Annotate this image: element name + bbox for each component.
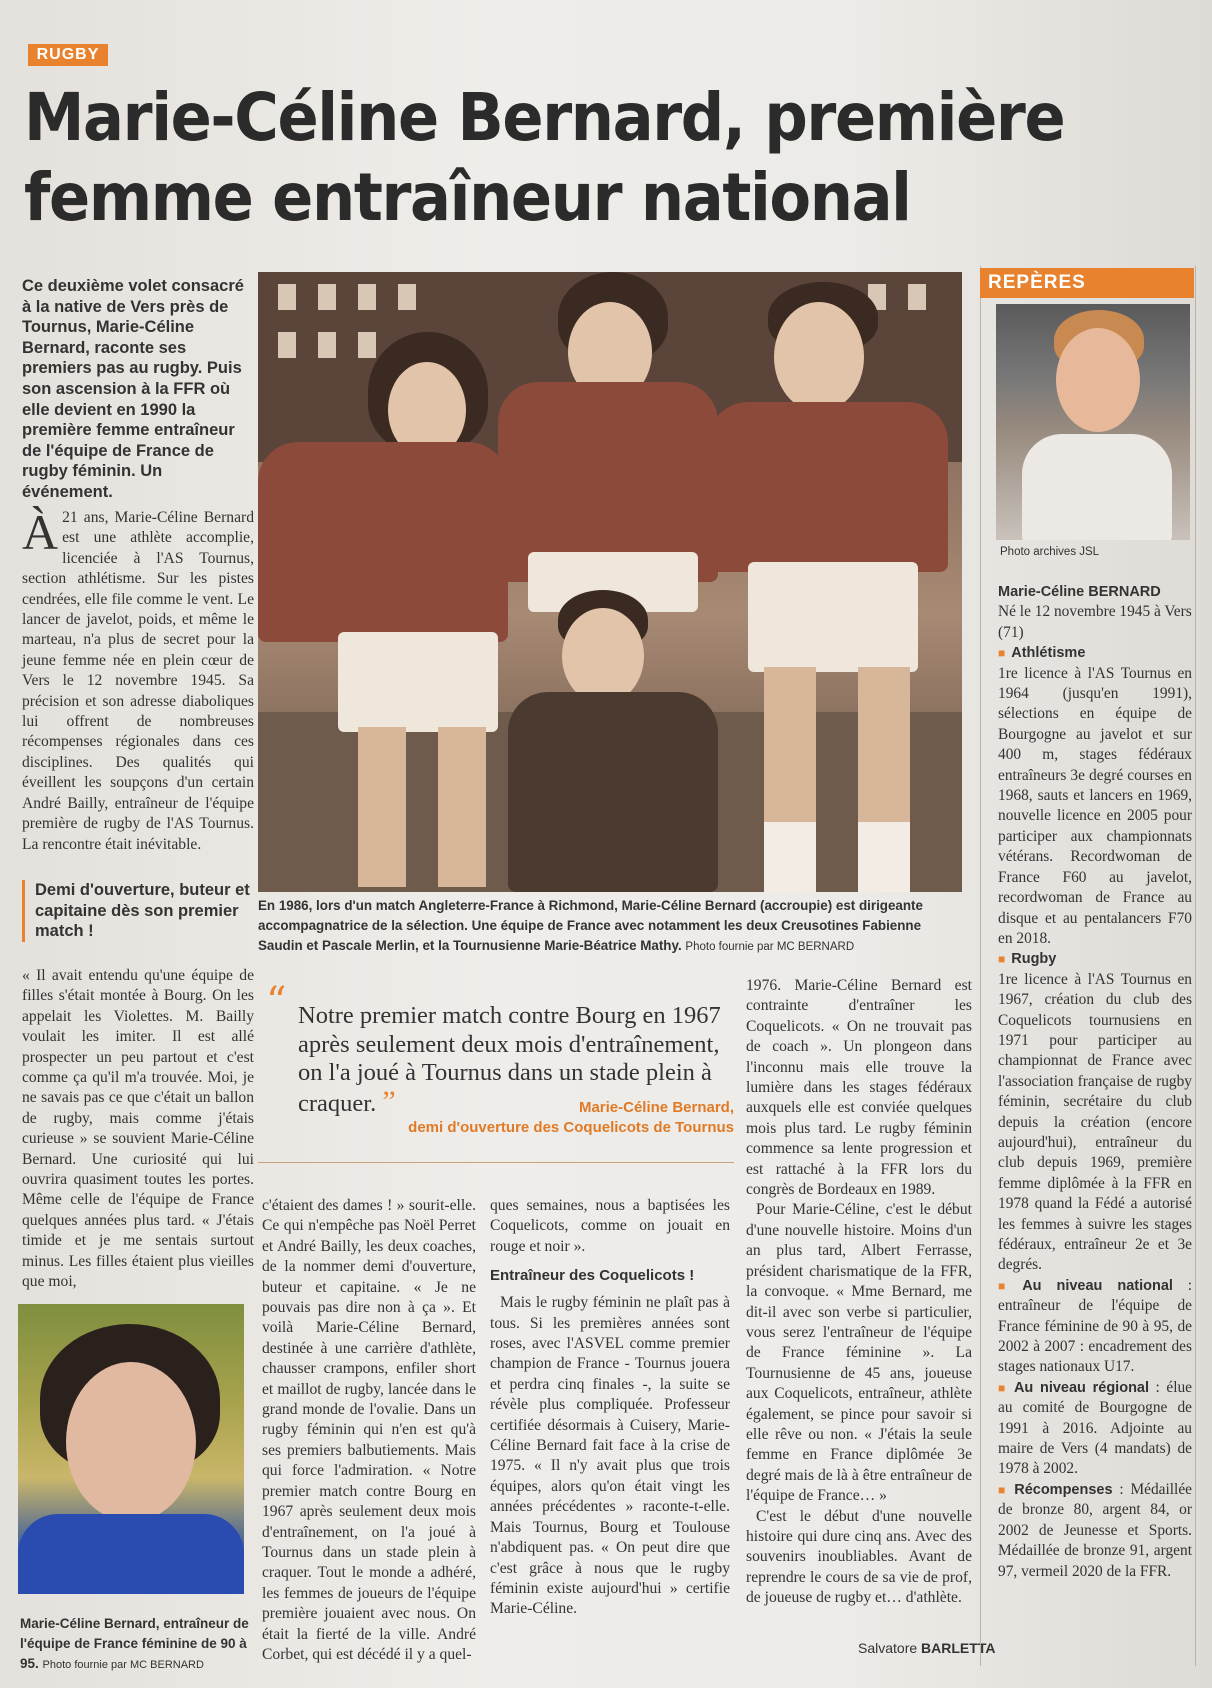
reperes-athletisme: 1re licence à l'AS Tournus en 1964 (jusqu'en 1991), sélections en équipe de Bourgogne au javelot et sur 400 m, stages fédéraux entraîneurs 3e degré courses en 1968, sauts et lancers en 1969, nouvelle licence en 2005 pour participer aux championnats vétérans. Recordwoman de France F60 au javelot, recordwoman de France au disque et au pentalancers F70 en 2018. <box>998 664 1192 947</box>
reperes-rugby-title: ■ Rugby <box>998 951 1057 968</box>
bullet-square-icon: ■ <box>998 952 1006 967</box>
article-column-3 <box>490 1196 730 1620</box>
reperes-rugby: 1re licence à l'AS Tournus en 1967, création du club des Coquelicots tournusiens en 1971 pour participer au championnat de France avec l'association française de rugby féminin, secrétaire du club depuis la création (encore aujourd'hui), entraîneur du club depuis 1969, première femme diplômée à la FFR en 1978 quand la Fédé a autorisé les femmes à suivre les stages fédéraux, entraîneur 2e et 3e degrés. <box>998 970 1192 1274</box>
quote-open-mark: “ <box>266 979 287 1025</box>
reperes-athletisme-title: ■ Athlétisme <box>998 645 1086 662</box>
headline-line-1: Marie-Céline Bernard, première <box>24 79 1065 156</box>
main-caption-credit: Photo fournie par MC BERNARD <box>685 941 855 954</box>
quote-body: Notre premier match contre Bourg en 1967 après seulement deux mois d'entraînement, on l'a joué à Tournus dans un stade plein à craquer. <box>298 1002 721 1117</box>
bullet-square-icon: ■ <box>998 1482 1009 1497</box>
portrait-caption <box>20 1614 252 1675</box>
team-photo <box>258 272 962 892</box>
bullet-square-icon: ■ <box>998 1278 1017 1293</box>
bullet-square-icon: ■ <box>998 646 1006 661</box>
reperes-regional: ■ Au niveau régional : élue au comité de Bourgogne de 1991 à 2016. Adjointe au maire de Vers (4 mandats) de 1978 à 2002. <box>998 1378 1192 1478</box>
reperes-photo <box>996 304 1190 540</box>
section-rubric: RUGBY <box>28 44 108 66</box>
column-1-text: 21 ans, Marie-Céline Bernard est une athlète accomplie, licenciée à l'AS Tournus, section athlétisme. Sur les pistes cendrées, elle file comme le vent. Le lancer de javelot, poids, et même le marteau, n'a plus de secret pour la jeune femme née en plein cœur de Vers le 12 novembre 1945. Sa précision et son adresse diaboliques lui offrent de nombreuses récompenses régionales dans ces disciplines. Des qualités qui éveillent les soupçons d'un certain André Bailly, entraîneur de l'équipe première de rugby de l'AS Tournus. La rencontre était inévitable. <box>22 509 254 853</box>
reperes-name: Marie-Céline BERNARD <box>998 584 1161 600</box>
quote-sig-name: Marie-Céline Bernard, <box>578 1099 734 1116</box>
subheading: Demi d'ouverture, buteur et capitaine dès son premier match ! <box>22 880 254 942</box>
article-column-1b: « Il avait entendu qu'une équipe de filles s'était montée à Bourg. On les appelait les Violettes. M. Bailly voulait les imiter. Il est allé prospecter un peu partout et c'est comme ça qu'il m'a trouvée. Moi, je ne savais pas ce que c'était un ballon de rugby, mais comme j'étais curieuse » se souvient Marie-Céline Bernard. Une curiosité qui lui ouvrira quasiment toutes les portes. Même celle de l'équipe de France quelques années plus tard. « J'étais timide et je me sentais surtout minus. Les filles étaient plus vieilles que moi, <box>22 967 254 1291</box>
reperes-born: Né le 12 novembre 1945 à Vers (71) <box>998 603 1192 641</box>
intro-paragraph: Ce deuxième volet consacré à la native de Vers près de Tournus, Marie-Céline Bernard, raconte ses premiers pas au rugby. Puis son ascension à la FFR où elle devient en 1990 la première femme entraîneur de l'équipe de France de rugby féminin. Un événement. <box>22 277 244 501</box>
article-column-4 <box>746 976 972 1609</box>
column-3-p1: ques semaines, nous a baptisées les Coquelicots, comme on jouait en rouge et noir ». <box>490 1197 730 1255</box>
pull-quote <box>258 979 734 1150</box>
reperes-photo-credit: Photo archives JSL <box>1000 546 1100 558</box>
quote-close-mark: ” <box>382 1084 396 1118</box>
column-3-p2: Mais le rugby féminin ne plaît pas à tous. Si les premières années sont roses, avec l'ASVEL comme premier champion de France - Tournus jouera et perdra cinq finales -, la suite se révèle plus compliquée. Professeur certifiée désormais à Cuisery, Marie-Céline Bernard fait face à la crise de 1975. « Il n'y avait plus que trois équipes, alors qu'on était vingt les années précédentes » raconte-t-elle. Mais Tournus, Bourg et Toulouse n'abdiquent pas. « On peut dire que c'est grâce à nous que le rugby féminin existe aujourd'hui » certifie Marie-Céline. <box>490 1294 730 1618</box>
portrait-photo <box>18 1304 244 1594</box>
article-column-2: c'étaient des dames ! » sourit-elle. Ce qui n'empêche pas Noël Perret et André Bailly, les deux coaches, de la nommer demi d'ouverture, buteur et capitaine. « Je ne pouvais pas dire non à ça ». Et voilà Marie-Céline Bernard, destinée à une carrière d'athlète, chausser crampons, enfiler short et maillot de rugby, lancée dans le grand monde de l'ovalie. Dans un rugby féminin qui n'en est qu'à ses premiers balbutiements. Mais qui force l'admiration. « Notre premier match contre Bourg en 1967 après seulement deux mois d'entraînement, on l'a joué à Tournus dans un stade plein à craquer. Tout le monde a adhéré, les femmes de joueurs de l'équipe première jouaient avec nous. On était la fierté de la ville. André Corbet, qui est décédé il y a quel- <box>262 1197 476 1663</box>
reperes-title: REPÈRES <box>980 268 1194 298</box>
headline-line-2: femme entraîneur national <box>24 159 911 236</box>
quote-divider <box>258 1162 734 1163</box>
headline <box>24 78 1100 238</box>
author-last-name: BARLETTA <box>921 1640 996 1656</box>
reperes-text <box>998 582 1192 1582</box>
quote-sig-role: demi d'ouverture des Coquelicots de Tournus <box>408 1119 734 1136</box>
quote-signature <box>258 1098 734 1138</box>
reperes-recompenses: ■ Récompenses : Médaillée de bronze 80, argent 84, or 2002 de Jeunesse et Sports. Médaillée de bronze 91, argent 97, vermeil 2020 de la FFR. <box>998 1480 1192 1580</box>
author-first-name: Salvatore <box>858 1640 918 1656</box>
article-column-1 <box>22 504 254 855</box>
column-4-p3: C'est le début d'une nouvelle histoire qui dure cinq ans. Avec des souvenirs inoubliables. Avant de reprendre le cours de sa vie de prof, de joueuse de rugby et… d'athlète. <box>746 1507 972 1607</box>
author-signature <box>858 1640 995 1656</box>
column-4-p1: 1976. Marie-Céline Bernard est contrainte d'entraîner les Coquelicots. « On ne trouvait pas de coach ». Un plongeon dans l'inconnu mais elle trouve la lumière dans les stages fédéraux auxquels elle est conviée quelques mois plus tard. Le rugby féminin commence sa lente progression et est rattaché à la FFR lors du congrès de Bordeaux en 1989. <box>746 977 972 1199</box>
reperes-national: ■ Au niveau national : entraîneur de l'équipe de France féminine de 90 à 95, de 2002 à 2007 : encadrement des stages nationaux U17. <box>998 1276 1193 1376</box>
bullet-square-icon: ■ <box>998 1380 1008 1395</box>
drop-cap: À <box>22 504 59 560</box>
column-3-subheading: Entraîneur des Coquelicots ! <box>490 1267 695 1285</box>
column-4-p2: Pour Marie-Céline, c'est le début d'une nouvelle histoire. Moins d'un an plus tard, Albert Ferrasse, président charismatique de la FFR, la convoque. « Mme Bernard, me dit-il avec son verbe si particulier, vous serez l'entraîneur de l'équipe de France féminine ». La Tournusienne de 45 ans, joueuse aux Coquelicots, entraîneur, athlète également, se pince pour savoir si elle rêve ou non. « J'étais la seule femme en France diplômée 3e degré mais de là à être entraîneur de l'équipe de France… » <box>746 1201 972 1505</box>
main-caption-text: En 1986, lors d'un match Angleterre-France à Richmond, Marie-Céline Bernard (accroupie) est dirigeante accompagnatrice de la sélection. Une équipe de France avec notamment les deux Creusotines Fabienne Saudin et Pascale Merlin, et la Tournusienne Marie-Béatrice Mathy. <box>258 898 923 954</box>
main-photo-caption <box>258 896 968 958</box>
portrait-caption-credit: Photo fournie par MC BERNARD <box>42 1659 204 1671</box>
portrait-caption-text: Marie-Céline Bernard, entraîneur de l'équipe de France féminine de 90 à 95. <box>20 1616 249 1671</box>
